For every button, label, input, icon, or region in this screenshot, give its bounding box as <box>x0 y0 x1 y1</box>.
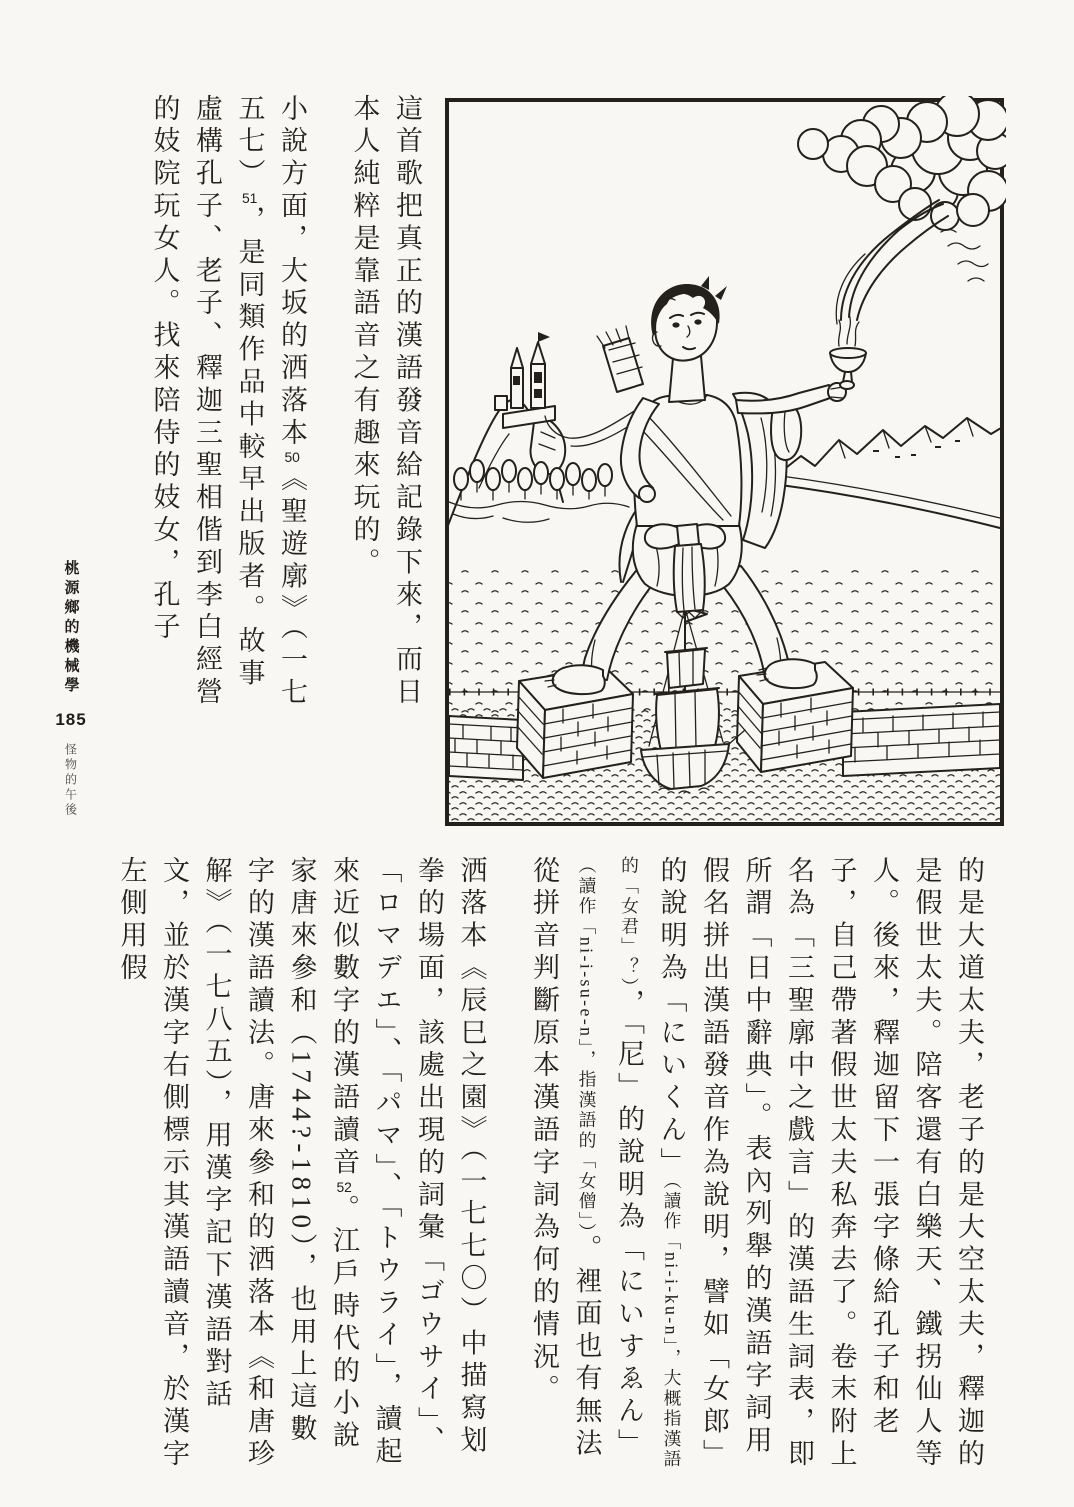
page-number: 185 <box>55 709 87 729</box>
text-run: 這首歌把真正的漢語發音給記錄下來，而日本人純粹是靠語音之有趣來玩的。 <box>349 94 422 710</box>
margin-strip <box>36 560 106 818</box>
inline-note: （讀作「ni-i-ku-n」，大概指漢語的「女君」？） <box>619 856 682 1470</box>
paragraph <box>143 94 313 714</box>
book-title: 桃源鄉的機械學 <box>62 560 79 697</box>
paragraph <box>523 856 991 1476</box>
inline-note: （讀作「ni-i-su-e-n」，指漢語的「女僧」） <box>576 856 597 1235</box>
colossus-illustration <box>443 96 1006 828</box>
text-block-top <box>140 94 428 714</box>
text-block-bottom <box>106 856 990 1476</box>
footnote-marker: 50 <box>284 450 300 465</box>
chapter-title: 怪物的午後 <box>63 742 78 818</box>
footnote-marker: 51 <box>241 191 258 206</box>
text-run: 。江戶時代的小說家唐來參和（1744?-1810），也用上這數字的漢語讀法。唐來參和的洒落本《和唐珍解》（一七八五），用漢字記下漢語對話文，並於漢字右側標示其漢語讀音，於漢字左側用假 <box>116 856 359 1472</box>
paragraph <box>343 94 428 714</box>
harbor-wall-right <box>843 704 1000 776</box>
footnote-marker: 52 <box>336 1180 352 1195</box>
paragraph <box>110 856 493 1476</box>
text-run: 的是大道太夫，老子的是大空太夫，釋迦的是假世太夫。陪客還有白樂天、鐵拐仙人等人。後來，釋迦留下一張字條給孔子和老子，自己帶著假世太夫私奔去了。卷末附上名為「三聖廓中之戲言」的漢語生詞表，即所謂「日中辭典」。表內列舉的漢語字詞用假名拼出漢語發音作為說明，譬如「女郎」的說明為「にいくん」 <box>656 856 984 1472</box>
text-run: 洒落本《辰巳之園》（一七七〇）中描寫划拳的場面，該處出現的詞彙「ゴウサイ」、「ロマデエ」、「パマ」、「トウライ」，讀起來近似數字的漢語讀音 <box>329 856 487 1469</box>
harbor-wall-left <box>449 716 523 780</box>
text-run: 《聖遊廓》（一七五七） <box>234 94 307 711</box>
text-run: 。裡面也有無法從拼音判斷原本漢語字詞為何的情況。 <box>529 856 602 1461</box>
colossus-woodcut-svg <box>443 96 1006 828</box>
text-run: 小說方面，大坂的洒落本 <box>277 94 307 451</box>
text-run: ，「尼」的說明為「にいすゑん」 <box>614 988 644 1462</box>
text-run: ，是同類作品中較早出版者。故事虛構孔子、老子、釋迦三聖相偕到李白經營的妓院玩女人。找來陪侍的妓女，孔子 <box>149 94 265 710</box>
